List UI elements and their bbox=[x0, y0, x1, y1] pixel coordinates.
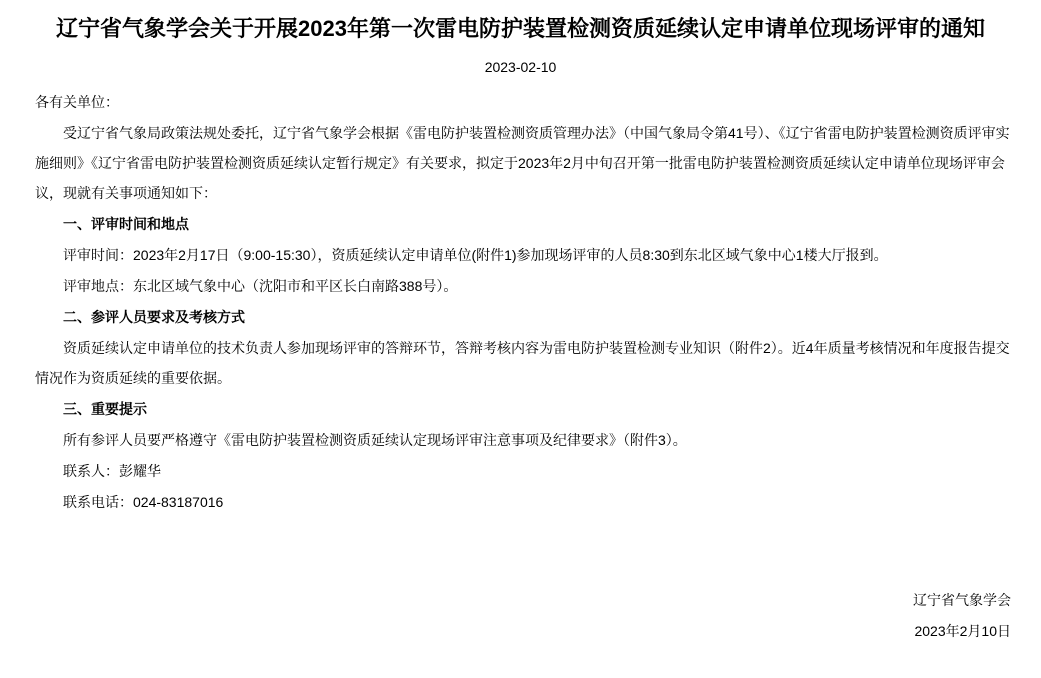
signature-org: 辽宁省气象学会 bbox=[913, 592, 1011, 608]
section-heading-participant-requirements: 二、参评人员要求及考核方式 bbox=[63, 309, 245, 325]
review-location-paragraph: 评审地点：东北区域气象中心（沈阳市和平区长白南路388号）。 bbox=[63, 278, 458, 294]
salutation: 各有关单位： bbox=[35, 94, 119, 110]
document-body bbox=[0, 75, 1041, 646]
signature-date: 2023年2月10日 bbox=[914, 623, 1011, 639]
section-heading-review-time-location: 一、评审时间和地点 bbox=[63, 216, 189, 232]
contact-phone: 联系电话：024-83187016 bbox=[63, 494, 224, 510]
discipline-requirement-paragraph: 所有参评人员要严格遵守《雷电防护装置检测资质延续认定现场评审注意事项及纪律要求》（附件3）。 bbox=[63, 432, 687, 448]
publish-date: 2023-02-10 bbox=[484, 59, 557, 75]
assessment-method-paragraph: 资质延续认定申请单位的技术负责人参加现场评审的答辩环节，答辩考核内容为雷电防护装置检测专业知识（附件2）。近4年质量考核情况和年度报告提交情况作为资质延续的重要依据。 bbox=[35, 340, 1010, 386]
signature-block bbox=[35, 585, 1011, 646]
contact-person: 联系人：彭耀华 bbox=[63, 463, 161, 479]
page-title: 辽宁省气象学会关于开展2023年第一次雷电防护装置检测资质延续认定申请单位现场评审的通知 bbox=[56, 16, 985, 41]
section-heading-important-notes: 三、重要提示 bbox=[63, 401, 147, 417]
review-time-paragraph: 评审时间：2023年2月17日（9:00-15:30），资质延续认定申请单位(附件1)参加现场评审的人员8:30到东北区域气象中心1楼大厅报到。 bbox=[63, 247, 888, 263]
intro-paragraph: 受辽宁省气象局政策法规处委托，辽宁省气象学会根据《雷电防护装置检测资质管理办法》（中国气象局令第41号）、《辽宁省雷电防护装置检测资质评审实施细则》《辽宁省雷电防护装置检测资质延续认定暂行规定》有关要求，拟定于2023年2月中旬召开第一批雷电防护装置检测资质延续认定申请单位现场评审会议，现就有关事项通知如下： bbox=[35, 125, 1010, 201]
